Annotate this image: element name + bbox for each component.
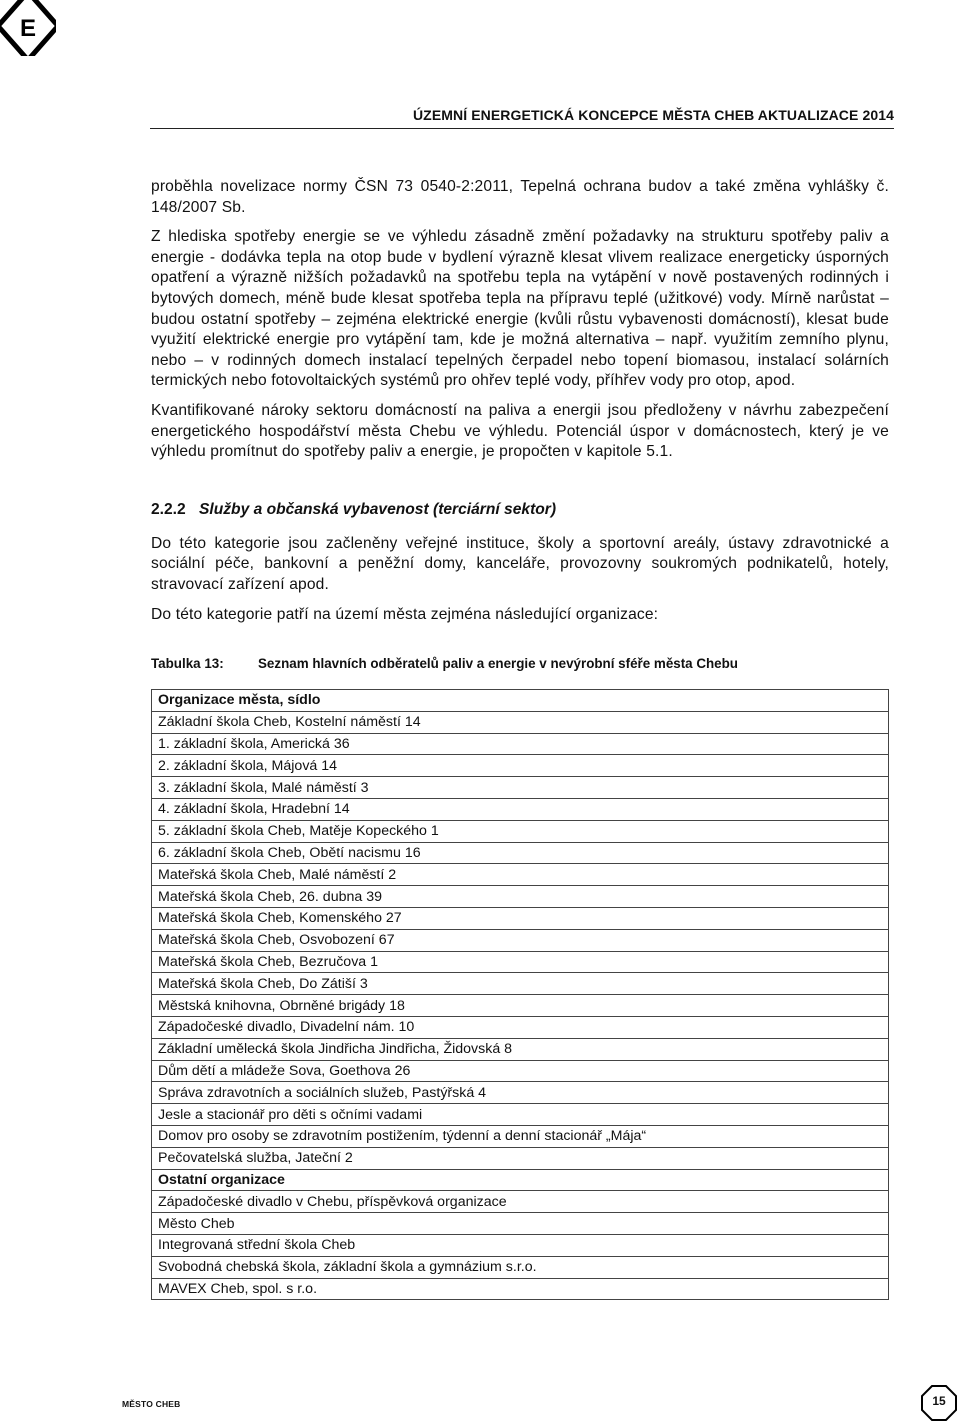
table-cell: 1. základní škola, Americká 36 (152, 733, 889, 755)
table-caption-text: Seznam hlavních odběratelů paliv a energie v nevýrobní sféře města Chebu (258, 656, 738, 672)
table-cell: Město Cheb (152, 1213, 889, 1235)
table-row (152, 1147, 889, 1169)
header-divider (150, 128, 894, 129)
section-number: 2.2.2 (151, 500, 186, 518)
table-cell: Mateřská škola Cheb, 26. dubna 39 (152, 886, 889, 908)
table-row (152, 777, 889, 799)
table-caption (151, 655, 889, 673)
table-row (152, 799, 889, 821)
table-row (152, 1213, 889, 1235)
table-cell: Svobodná chebská škola, základní škola a gymnázium s.r.o. (152, 1256, 889, 1278)
paragraph-2: Z hlediska spotřeby energie se ve výhledu zásadně změní požadavky na strukturu spotřeby paliv a energie - dodávka tepla na otop bude v bydlení výrazně klesat vlivem realizace energeticky úsporných opatření a výrazně nižších požadavků na spotřebu tepla na vytápění v nově postavených rodinných i bytových domech, méně bude klesat spotřeba tepla na přípravu teplé (užitkové) vody. Mírně narůstat – budou ostatní spotřeby – zejména elektrické energie (kvůli růstu vybavenosti domácností), klesat bude využití elektrické energie pro vytápění tam, kde je možná alternativa – např. využitím zemního plynu, nebo – v rodinných domech instalací tepelných čerpadel nebo topení biomasou, instalací solárních termických nebo fotovoltaických systémů pro ohřev teplé vody, příhřev vody pro otop, apod. (151, 228, 889, 390)
table-row (152, 973, 889, 995)
table-row (152, 995, 889, 1017)
table-group-header-row (152, 690, 889, 712)
paragraph-3: Kvantifikované nároky sektoru domácností na paliva a energii jsou předloženy v návrhu zabezpečení energetického hospodářství města Chebu ve výhledu. Potenciál úspor v domácnostech, který je ve výhledu promítnut do spotřeby paliv a energie, je propočten v kapitole 5.1. (151, 401, 889, 461)
table-row (152, 1038, 889, 1060)
table-row (152, 1235, 889, 1257)
table-cell: Domov pro osoby se zdravotním postižením, týdenní a denní stacionář „Mája“ (152, 1126, 889, 1148)
table-cell: 6. základní škola Cheb, Obětí nacismu 16 (152, 842, 889, 864)
table-cell: Pečovatelská služba, Jateční 2 (152, 1147, 889, 1169)
logo-letter: E (19, 15, 37, 42)
table-row (152, 1082, 889, 1104)
table-cell: 4. základní škola, Hradební 14 (152, 799, 889, 821)
table-cell: Jesle a stacionář pro děti s očními vadami (152, 1104, 889, 1126)
table-row (152, 1191, 889, 1213)
section-paragraph-1: Do této kategorie jsou začleněny veřejné instituce, školy a sportovní areály, ústavy zdravotnické a sociální péče, bankovní a peněžní domy, kanceláře, provozovny soukromých podnikatelů, hotely, stravovací zařízení apod. (151, 534, 889, 593)
table-cell: Mateřská škola Cheb, Komenského 27 (152, 908, 889, 930)
table-cell: Mateřská škola Cheb, Do Zátiší 3 (152, 973, 889, 995)
table-cell: Základní umělecká škola Jindřicha Jindřicha, Židovská 8 (152, 1038, 889, 1060)
paragraph-1: proběhla novelizace normy ČSN 73 0540-2:2011, Tepelná ochrana budov a také změna vyhlášky č. 148/2007 Sb. (151, 178, 889, 216)
table-row (152, 908, 889, 930)
organizations-table (151, 689, 889, 1300)
section-title: Služby a občanská vybavenost (terciární sektor) (199, 500, 557, 518)
table-row (152, 1017, 889, 1039)
table-row (152, 733, 889, 755)
table-row (152, 842, 889, 864)
table-row (152, 1256, 889, 1278)
table-cell: MAVEX Cheb, spol. s r.o. (152, 1278, 889, 1300)
table-cell: Mateřská škola Cheb, Bezručova 1 (152, 951, 889, 973)
table-cell: Organizace města, sídlo (152, 690, 889, 712)
section-paragraph-2: Do této kategorie patří na území města zejména následující organizace: (151, 605, 659, 623)
table-caption-label: Tabulka 13: (151, 656, 224, 672)
table-cell: 3. základní škola, Malé náměstí 3 (152, 777, 889, 799)
table-cell: Mateřská škola Cheb, Malé náměstí 2 (152, 864, 889, 886)
e-diamond-logo-icon (0, 0, 56, 56)
page-content (151, 177, 889, 1300)
page-number: 15 (932, 1394, 946, 1408)
table-cell: 2. základní škola, Májová 14 (152, 755, 889, 777)
table-row (152, 1060, 889, 1082)
table-row (152, 820, 889, 842)
table-cell: Západočeské divadlo, Divadelní nám. 10 (152, 1017, 889, 1039)
table-row (152, 711, 889, 733)
table-cell: Základní škola Cheb, Kostelní náměstí 14 (152, 711, 889, 733)
table-cell: Dům dětí a mládeže Sova, Goethova 26 (152, 1060, 889, 1082)
table-row (152, 755, 889, 777)
table-cell: Mateřská škola Cheb, Osvobození 67 (152, 929, 889, 951)
table-cell: Městská knihovna, Obrněné brigády 18 (152, 995, 889, 1017)
table-row (152, 951, 889, 973)
table-row (152, 1104, 889, 1126)
table-cell: 5. základní škola Cheb, Matěje Kopeckého 1 (152, 820, 889, 842)
table-cell: Integrovaná střední škola Cheb (152, 1235, 889, 1257)
table-row (152, 929, 889, 951)
table-row (152, 1126, 889, 1148)
table-row (152, 886, 889, 908)
table-cell: Západočeské divadlo v Chebu, příspěvková organizace (152, 1191, 889, 1213)
table-group-header-row (152, 1169, 889, 1191)
table-cell: Správa zdravotních a sociálních služeb, Pastýřská 4 (152, 1082, 889, 1104)
document-header-title: ÚZEMNÍ ENERGETICKÁ KONCEPCE MĚSTA CHEB AKTUALIZACE 2014 (412, 107, 894, 123)
table-cell: Ostatní organizace (152, 1169, 889, 1191)
table-row (152, 1278, 889, 1300)
table-row (152, 864, 889, 886)
footer-city-label: MĚSTO CHEB (122, 1399, 181, 1409)
section-heading (151, 500, 889, 520)
